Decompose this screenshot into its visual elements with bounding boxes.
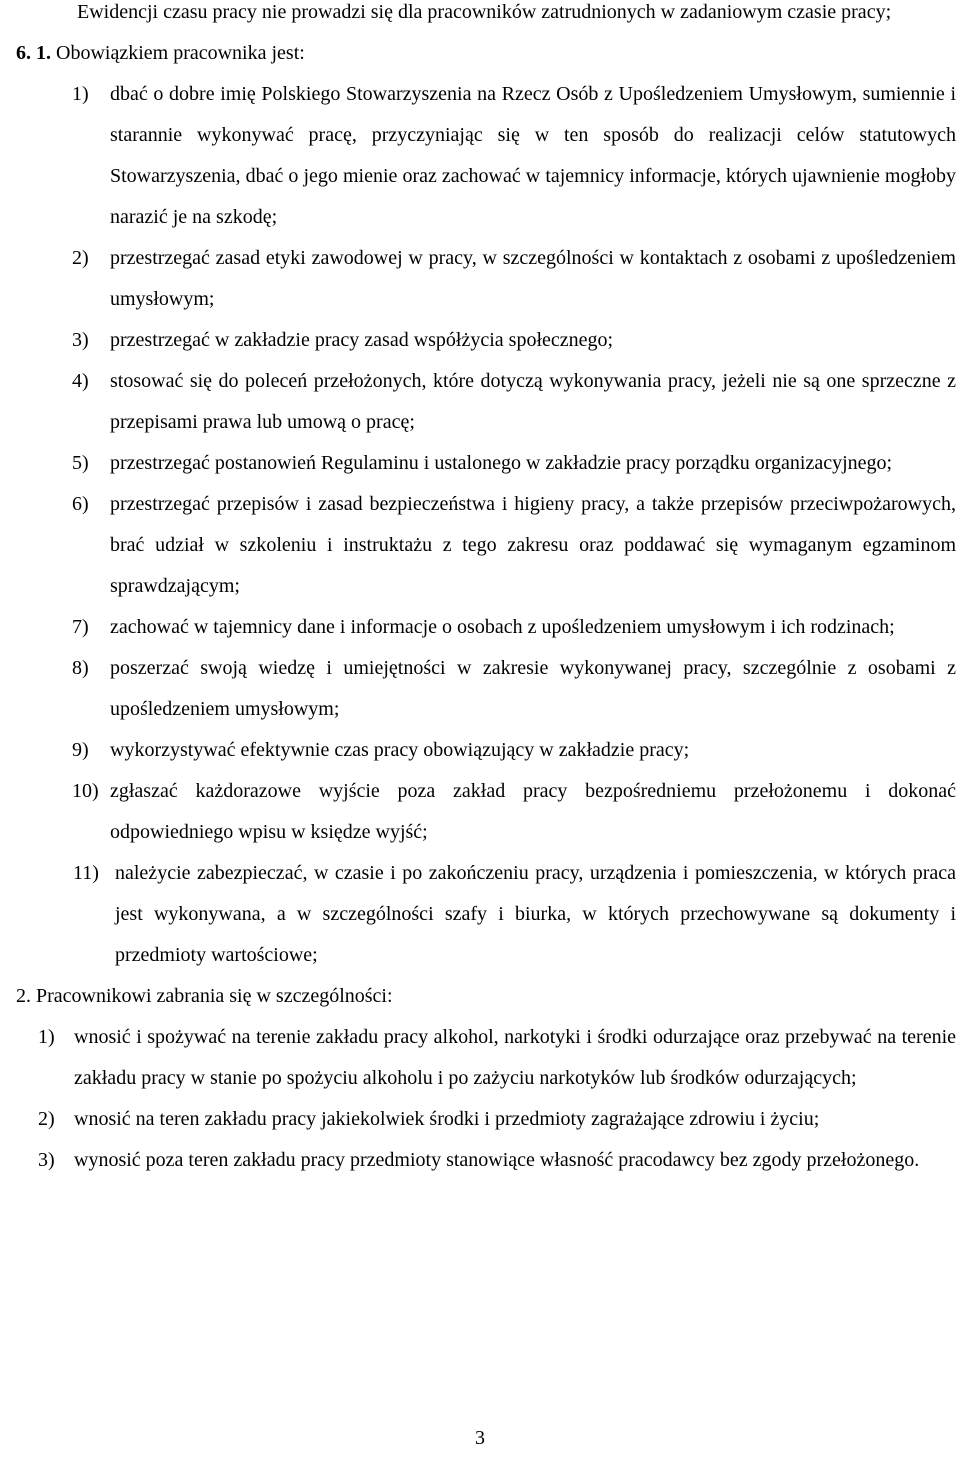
list-item-number: 2) [72,247,89,269]
list-item-number: 6) [72,493,89,515]
list-item-number: 9) [72,739,89,761]
list-item-text: należycie zabezpieczać, w czasie i po zakończeniu pracy, urządzenia i pomieszczenia, w których praca jest wykonywana, a w szczególności szafy i biurka, w których przechowywane są dokumenty i przedmioty wartościowe; [115,862,956,966]
list-item [38,1017,956,1099]
list-item-text: stosować się do poleceń przełożonych, które dotyczą wykonywania pracy, jeżeli nie są one sprzeczne z przepisami prawa lub umową o pracę; [110,370,956,433]
list-item [72,361,956,443]
list-item-number: 1) [72,83,89,105]
list-item [72,74,956,238]
list-item-text: dbać o dobre imię Polskiego Stowarzyszenia na Rzecz Osób z Upośledzeniem Umysłowym, sumiennie i starannie wykonywać pracę, przyczyniając się w ten sposób do realizacji celów statutowych Stowarzyszenia, dbać o jego mienie oraz zachować w tajemnicy informacje, których ujawnienie mogłoby narazić je na szkodę; [110,83,956,228]
section-1-number: 6. 1. [16,42,51,64]
list-item [72,607,956,648]
list-item-text: przestrzegać przepisów i zasad bezpieczeństwa i higieny pracy, a także przepisów przeciwpożarowych, brać udział w szkoleniu i instruktażu z tego zakresu oraz poddawać się wymaganym egzaminom sprawdzającym; [110,493,956,597]
list-item [38,1140,956,1181]
section-1-heading-text: Obowiązkiem pracownika jest: [56,42,305,64]
list-item-number: 11) [73,862,99,884]
list-item-number: 7) [72,616,89,638]
section-2-heading [16,976,916,1017]
list-item [72,771,956,853]
list-item [73,853,956,976]
list-item-text: poszerzać swoją wiedzę i umiejętności w zakresie wykonywanej pracy, szczególnie z osobami z upośledzeniem umysłowym; [110,657,956,720]
list-item [72,238,956,320]
list-item-text: wnosić na teren zakładu pracy jakiekolwiek środki i przedmioty zagrażające zdrowiu i życiu; [74,1108,820,1130]
intro-paragraph: Ewidencji czasu pracy nie prowadzi się dla pracowników zatrudnionych w zadaniowym czasie pracy; [77,1,892,23]
list-item-text: przestrzegać w zakładzie pracy zasad współżycia społecznego; [110,329,614,351]
list-item-text: wnosić i spożywać na terenie zakładu pracy alkohol, narkotyki i środki odurzające oraz przebywać na terenie zakładu pracy w stanie po spożyciu alkoholu i po zażyciu narkotyków lub środków odurzających; [74,1026,956,1089]
section-2-number: 2. [16,985,31,1007]
page-number: 3 [475,1427,485,1449]
list-item-number: 1) [38,1026,55,1048]
list-item-number: 2) [38,1108,55,1130]
list-item [72,443,956,484]
section-2-heading-text: Pracownikowi zabrania się w szczególności: [36,985,393,1007]
list-item-number: 8) [72,657,89,679]
list-item-number: 3) [38,1149,55,1171]
list-item [72,648,956,730]
list-item-text: wynosić poza teren zakładu pracy przedmioty stanowiące własność pracodawcy bez zgody przełożonego. [74,1149,920,1171]
list-item-number: 4) [72,370,89,392]
list-item-text: wykorzystywać efektywnie czas pracy obowiązujący w zakładzie pracy; [110,739,690,761]
list-item [72,730,956,771]
list-item [72,320,956,361]
list-item [72,484,956,607]
section-1-heading [16,33,916,74]
list-item-text: zachować w tajemnicy dane i informacje o osobach z upośledzeniem umysłowym i ich rodzinach; [110,616,895,638]
list-item [38,1099,956,1140]
list-item-number: 3) [72,329,89,351]
list-item-number: 5) [72,452,89,474]
list-item-number: 10) [72,780,99,802]
list-item-text: przestrzegać zasad etyki zawodowej w pracy, w szczególności w kontaktach z osobami z upośledzeniem umysłowym; [110,247,956,310]
list-item-text: zgłaszać każdorazowe wyjście poza zakład pracy bezpośredniemu przełożonemu i dokonać odpowiedniego wpisu w księdze wyjść; [110,780,956,843]
list-item-text: przestrzegać postanowień Regulaminu i ustalonego w zakładzie pracy porządku organizacyjnego; [110,452,893,474]
